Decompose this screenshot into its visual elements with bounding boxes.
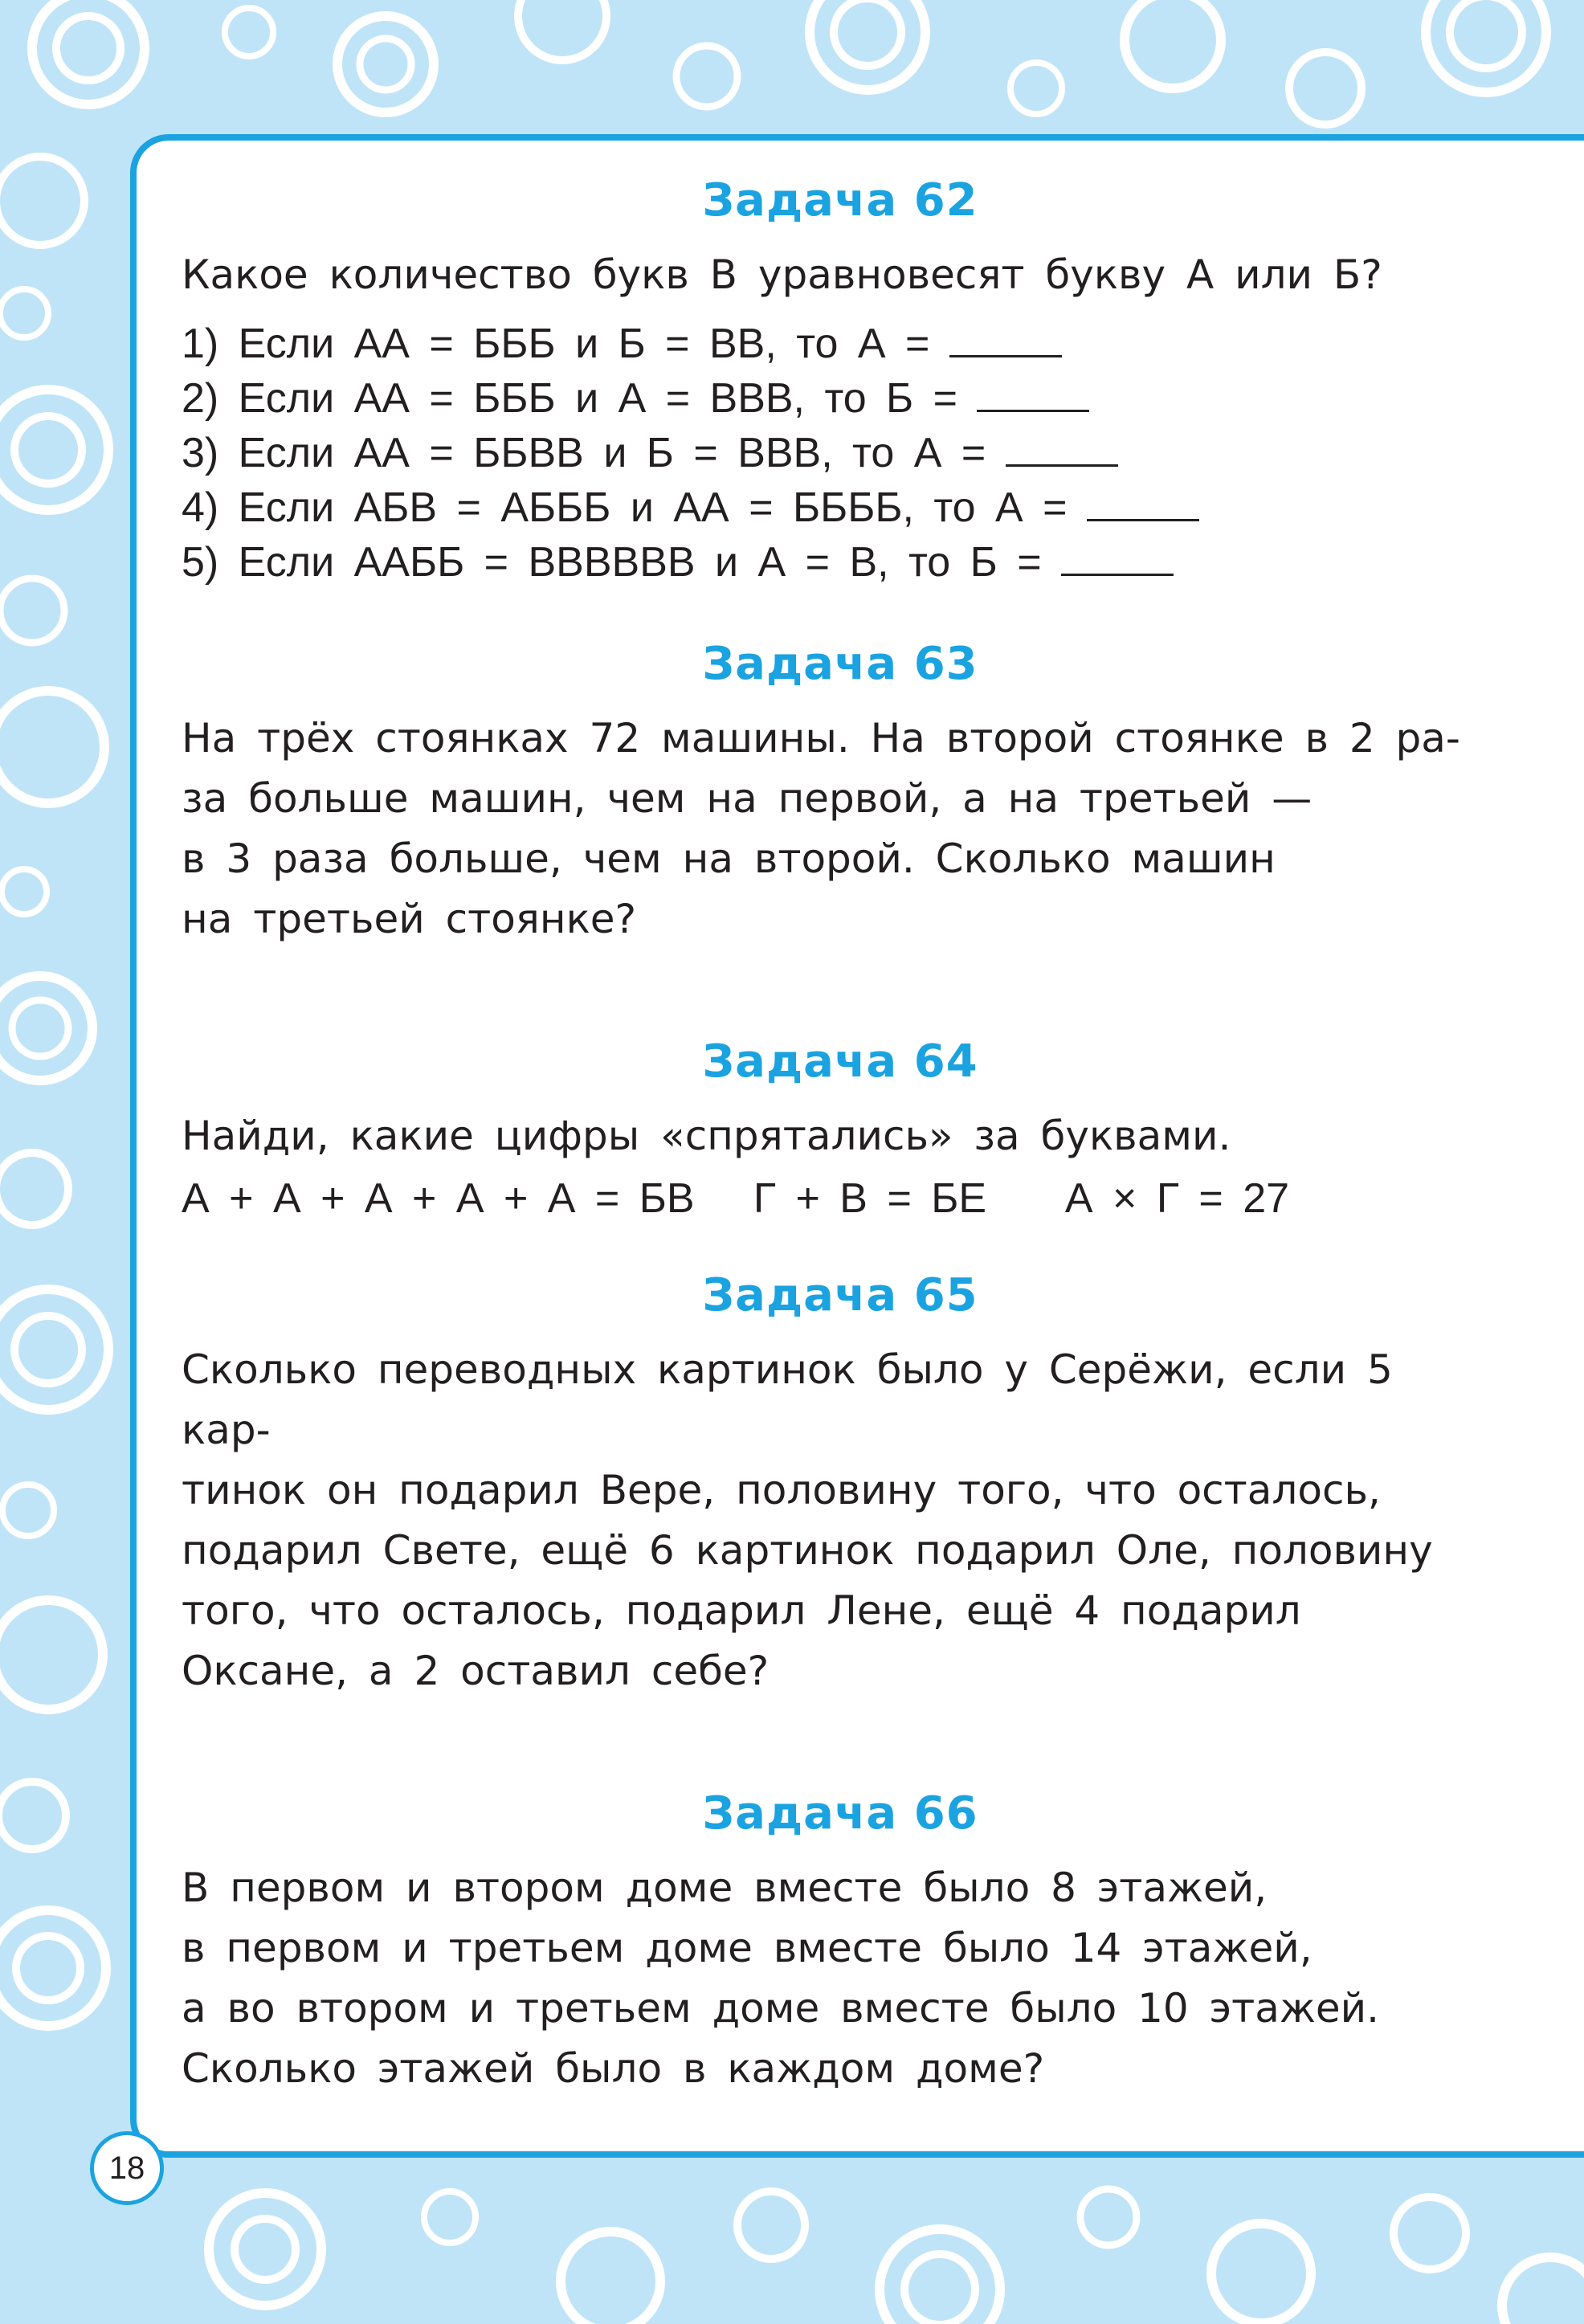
task-title: Задача 65: [702, 1269, 978, 1321]
equation: А × Г = 27: [1064, 1175, 1290, 1222]
page-content: [182, 173, 1499, 2099]
answer-blank[interactable]: [1061, 538, 1174, 576]
task-item: 5) Если ААББ = ВВВВВВ и А = В, то Б =: [182, 535, 1499, 590]
text-line: на третьей стоянке?: [182, 896, 637, 942]
task-62: [182, 173, 1499, 590]
task-text: [182, 709, 1499, 950]
answer-blank[interactable]: [949, 320, 1062, 357]
text-line: а во втором и третьем доме вместе было 10 этажей.: [182, 1985, 1380, 2032]
task-question: Какое количество букв В уравновесят букву А или Б?: [182, 251, 1382, 298]
equations-row: [182, 1171, 1499, 1226]
task-title: Задача 63: [702, 638, 978, 690]
task-item: 3) Если АА = ББВВ и Б = ВВВ, то А =: [182, 426, 1499, 480]
answer-blank[interactable]: [1006, 429, 1118, 467]
task-text: [182, 1340, 1499, 1701]
text-line: того, что осталось, подарил Лене, ещё 4 подарил: [182, 1587, 1301, 1634]
equation: Г + В = БЕ: [753, 1175, 987, 1222]
task-63: [182, 636, 1499, 950]
task-66: [182, 1786, 1499, 2099]
answer-blank[interactable]: [977, 374, 1089, 412]
task-text: [182, 1858, 1499, 2099]
page-number: 18: [90, 2131, 164, 2205]
task-items: [182, 317, 1499, 590]
text-line: В первом и втором доме вместе было 8 этажей,: [182, 1865, 1268, 1911]
text-line: Сколько переводных картинок было у Серёжи, если 5 кар-: [182, 1346, 1393, 1453]
text-line: тинок он подарил Вере, половину того, что осталось,: [182, 1467, 1381, 1513]
task-title: Задача 64: [702, 1035, 978, 1088]
task-title: Задача 62: [702, 174, 978, 227]
text-line: Оксане, а 2 оставил себе?: [182, 1648, 770, 1694]
task-item: 4) Если АБВ = АБББ и АА = ББББ, то А =: [182, 480, 1499, 535]
task-question: Найди, какие цифры «спрятались» за буквами.: [182, 1113, 1231, 1159]
task-title: Задача 66: [702, 1787, 978, 1840]
text-line: Сколько этажей было в каждом доме?: [182, 2045, 1045, 2092]
text-line: в 3 раза больше, чем на второй. Сколько машин: [182, 835, 1276, 882]
text-line: На трёх стоянках 72 машины. На второй стоянке в 2 ра-: [182, 715, 1460, 762]
text-line: подарил Свете, ещё 6 картинок подарил Оле, половину: [182, 1527, 1433, 1574]
text-line: в первом и третьем доме вместе было 14 этажей,: [182, 1925, 1313, 1971]
task-item: 1) Если АА = БББ и Б = ВВ, то А =: [182, 317, 1499, 371]
equation: А + А + А + А + А = БВ: [182, 1175, 695, 1222]
task-64: [182, 1034, 1499, 1226]
task-65: [182, 1268, 1499, 1701]
task-item: 2) Если АА = БББ и А = ВВВ, то Б =: [182, 371, 1499, 426]
answer-blank[interactable]: [1087, 484, 1199, 521]
text-line: за больше машин, чем на первой, а на третьей —: [182, 775, 1313, 822]
